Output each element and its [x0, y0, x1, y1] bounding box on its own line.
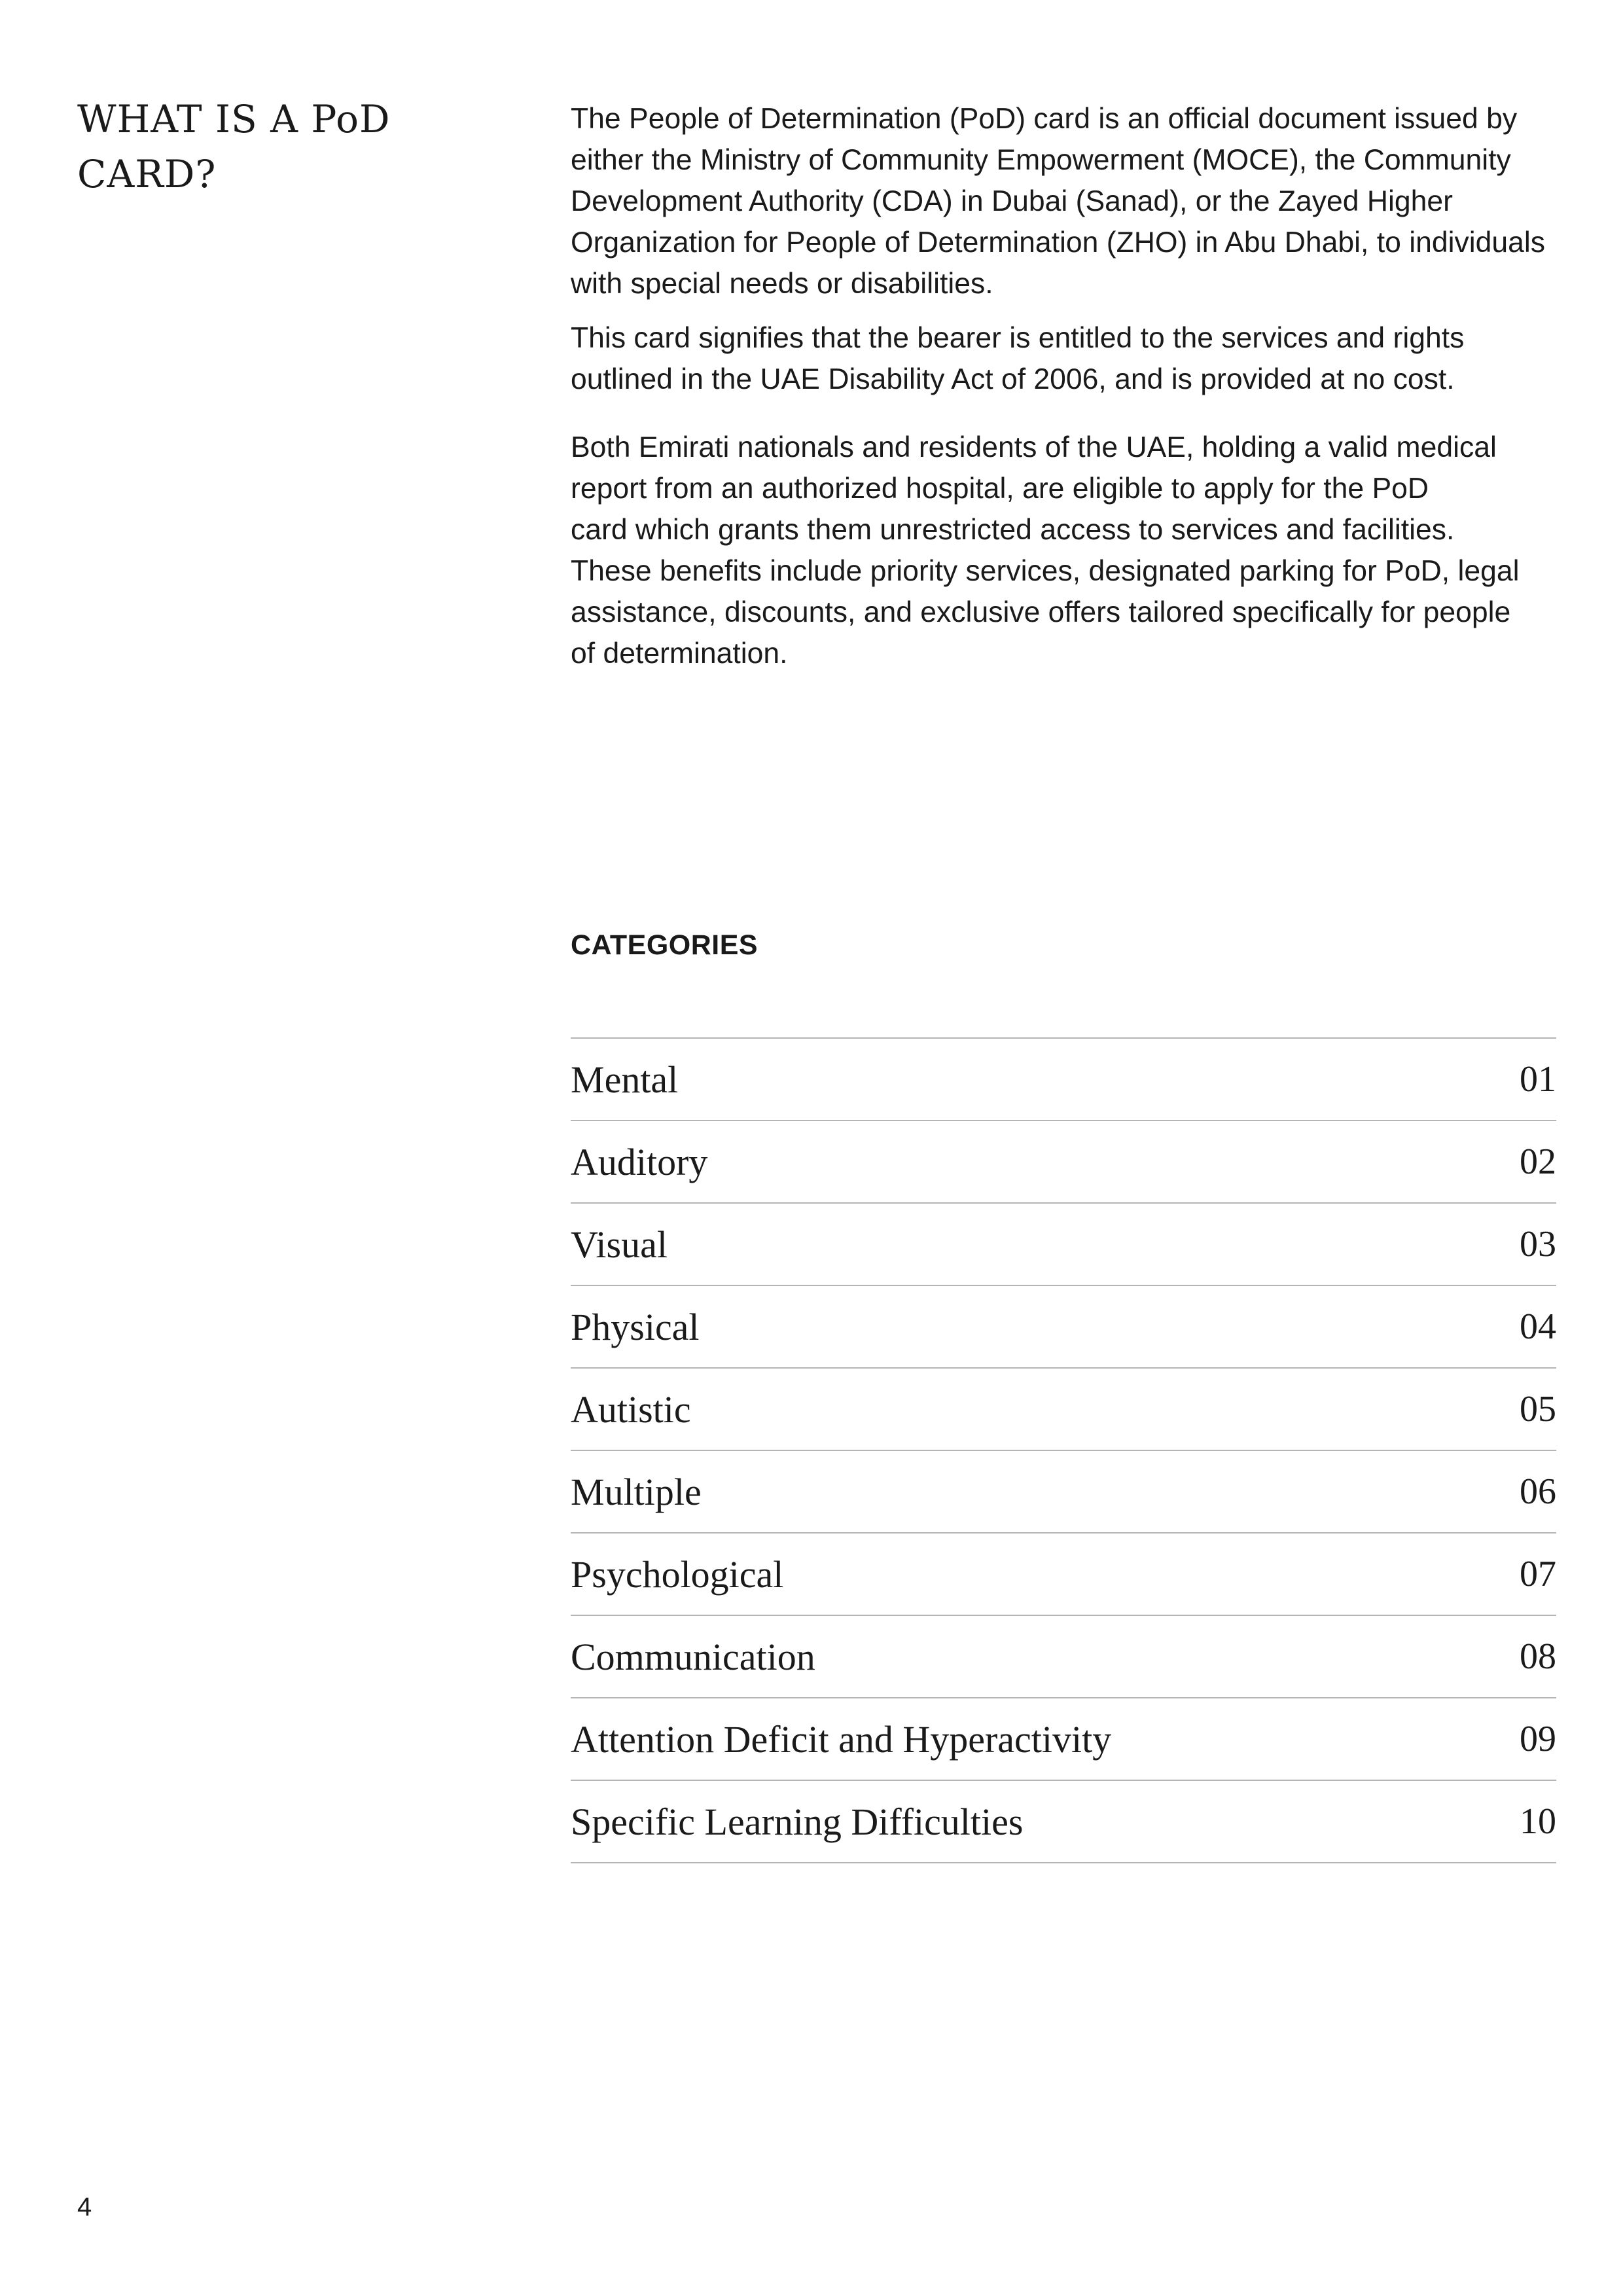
category-label: Physical: [571, 1305, 700, 1348]
category-number: 07: [1520, 1554, 1556, 1594]
category-row: [571, 1781, 1556, 1863]
intro-paragraph-1: [571, 98, 1565, 304]
category-row: [571, 1698, 1556, 1781]
category-label: Auditory: [571, 1140, 708, 1183]
category-label: Multiple: [571, 1470, 702, 1513]
category-number: 02: [1520, 1141, 1556, 1182]
category-label: Mental: [571, 1058, 679, 1101]
text-line: outlined in the UAE Disability Act of 2006, and is provided at no cost.: [571, 363, 1455, 395]
category-number: 08: [1520, 1636, 1556, 1677]
categories-list: [571, 1037, 1556, 1863]
category-row: [571, 1369, 1556, 1451]
category-label: Psychological: [571, 1552, 784, 1596]
page-title-line-1: WHAT IS A PoD: [77, 97, 391, 141]
category-number: 06: [1520, 1471, 1556, 1512]
text-line: This card signifies that the bearer is entitled to the services and rights: [571, 322, 1465, 354]
intro-text: [571, 98, 1565, 674]
category-label: Autistic: [571, 1388, 691, 1431]
text-line: Both Emirati nationals and residents of the UAE, holding a valid medical: [571, 431, 1497, 463]
intro-paragraph-3: [571, 427, 1565, 674]
category-number: 10: [1520, 1801, 1556, 1842]
text-line: with special needs or disabilities.: [571, 268, 993, 300]
page-title: [77, 92, 444, 202]
text-line: These benefits include priority services, designated parking for PoD, legal: [571, 555, 1520, 587]
text-line: of determination.: [571, 637, 788, 670]
category-label: Communication: [571, 1635, 815, 1678]
category-label: Visual: [571, 1223, 668, 1266]
text-line: report from an authorized hospital, are eligible to apply for the PoD: [571, 473, 1429, 505]
category-row: [571, 1121, 1556, 1204]
category-number: 03: [1520, 1224, 1556, 1265]
text-line: either the Ministry of Community Empowerment (MOCE), the Community: [571, 144, 1511, 176]
category-number: 05: [1520, 1389, 1556, 1429]
text-line: card which grants them unrestricted access to services and facilities.: [571, 514, 1455, 546]
category-number: 04: [1520, 1306, 1556, 1347]
category-label: Specific Learning Difficulties: [571, 1800, 1024, 1843]
category-number: 09: [1520, 1719, 1556, 1759]
category-row: [571, 1534, 1556, 1616]
page-title-line-2: CARD?: [77, 152, 217, 196]
page-number: 4: [77, 2193, 92, 2221]
category-row: [571, 1204, 1556, 1286]
category-label: Attention Deficit and Hyperactivity: [571, 1717, 1112, 1761]
text-line: assistance, discounts, and exclusive offers tailored specifically for people: [571, 596, 1511, 628]
category-number: 01: [1520, 1059, 1556, 1100]
category-row: [571, 1451, 1556, 1534]
category-row: [571, 1616, 1556, 1698]
text-line: The People of Determination (PoD) card is an official document issued by: [571, 103, 1518, 135]
categories-heading: CATEGORIES: [571, 929, 758, 961]
category-row: [571, 1286, 1556, 1369]
category-row: [571, 1039, 1556, 1121]
text-line: Development Authority (CDA) in Dubai (Sanad), or the Zayed Higher: [571, 185, 1453, 217]
text-line: Organization for People of Determination (ZHO) in Abu Dhabi, to individuals: [571, 226, 1546, 259]
intro-paragraph-2: [571, 317, 1565, 400]
